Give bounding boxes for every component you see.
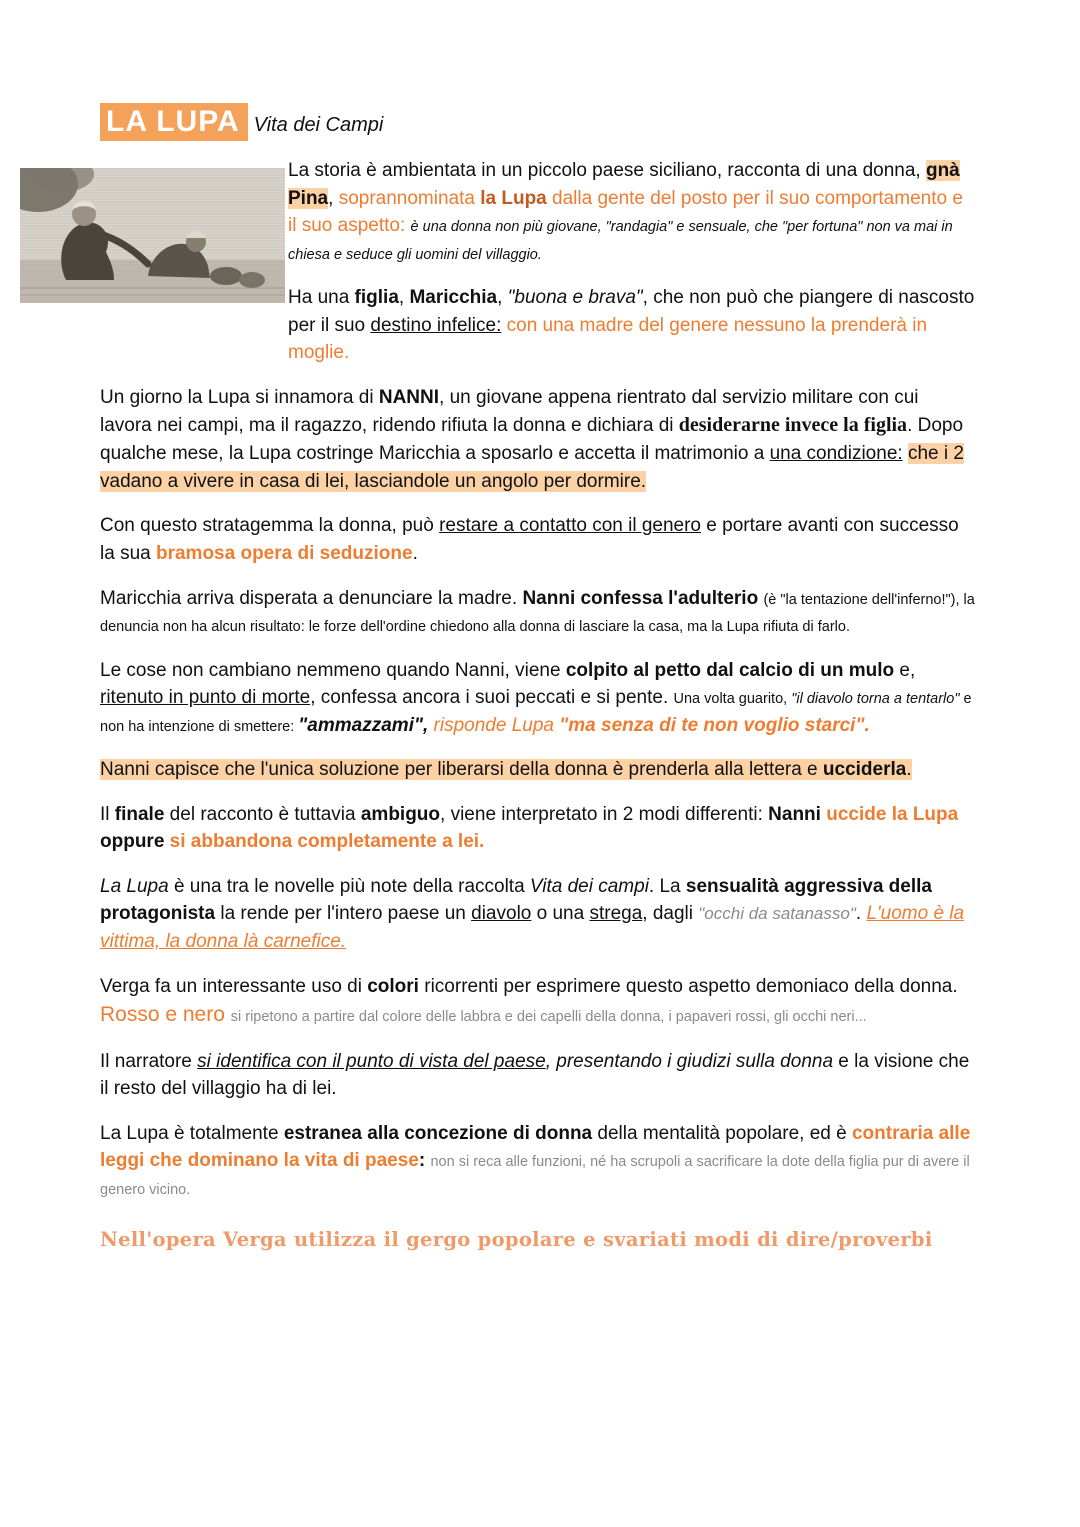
paragraph bbox=[288, 284, 975, 367]
text-run: Una volta guarito, bbox=[673, 691, 792, 708]
text-run: soprannominata bbox=[338, 187, 481, 209]
paragraph bbox=[100, 801, 975, 856]
text-run: , viene interpretato in 2 modi differenti: bbox=[440, 803, 769, 825]
text-run: "buona e brava" bbox=[507, 287, 643, 309]
paragraph bbox=[100, 1226, 975, 1255]
text-run: figlia bbox=[354, 287, 399, 309]
text-run: . bbox=[412, 543, 418, 565]
text-run: . Dopo qualche mese, la Lupa costringe Maricchia a sposarlo e accetta il matrimonio a bbox=[100, 415, 964, 465]
paragraph bbox=[100, 756, 975, 784]
text-run: e non ha intenzione di smettere: bbox=[100, 691, 972, 735]
text-run: , dagli bbox=[642, 903, 699, 925]
text-run: L'uomo è la vittima, la donna là carnefice. bbox=[100, 903, 965, 953]
page-title bbox=[100, 105, 975, 139]
text-run: , che non può che piangere di nascosto per il suo bbox=[288, 287, 975, 336]
text-run: Nanni capisce che l'unica soluzione per liberarsi della donna è prenderla alla lettera e bbox=[100, 759, 823, 781]
text-run: una condizione: bbox=[769, 443, 903, 465]
text-run: non si reca alle funzioni, né ha scrupoli a sacrificare la dote della figlia pur di avere il genero vicino. bbox=[100, 1154, 970, 1198]
text-run: sensualità aggressiva della protagonista bbox=[100, 875, 932, 925]
paragraph bbox=[100, 1120, 975, 1203]
text-run: diavolo bbox=[471, 903, 532, 925]
text-run: finale bbox=[114, 803, 165, 825]
text-run: Nanni bbox=[768, 803, 827, 825]
paragraph bbox=[100, 1048, 975, 1103]
text-run: che i 2 vadano a vivere in casa di lei, lasciandole un angolo per dormire. bbox=[100, 443, 964, 492]
paragraph bbox=[100, 384, 975, 496]
paragraph bbox=[100, 973, 975, 1031]
text-run: restare a contatto con il genero bbox=[439, 515, 701, 537]
text-run: desiderarne invece la figlia bbox=[678, 414, 908, 437]
text-run: Vita dei campi bbox=[529, 875, 649, 897]
text-run: o una bbox=[531, 903, 590, 925]
text-run: La Lupa bbox=[100, 875, 169, 897]
text-run: "ammazzami", bbox=[298, 714, 434, 736]
text-run: uccide la Lupa bbox=[826, 803, 959, 825]
title-subtitle: Vita dei Campi bbox=[253, 114, 384, 136]
text-run: la Lupa bbox=[480, 187, 547, 209]
la-lupa-illustration bbox=[20, 168, 285, 303]
paragraph bbox=[288, 157, 975, 267]
text-run: ritenuto in punto di morte bbox=[100, 687, 311, 709]
text-run: oppure bbox=[100, 831, 170, 853]
text-run: Le cose non cambiano nemmeno quando Nanni, viene bbox=[100, 659, 566, 681]
text-run: Maricchia bbox=[409, 287, 498, 309]
text-run: ricorrenti per esprimere questo aspetto demoniaco della donna. bbox=[418, 975, 958, 997]
text-run: strega bbox=[589, 903, 643, 925]
text-run: bramosa opera di seduzione bbox=[155, 543, 413, 565]
text-run: . bbox=[906, 759, 912, 781]
text-run: , bbox=[328, 187, 339, 209]
text-run: è una tra le novelle più note della raccolta bbox=[168, 875, 530, 897]
text-run: Rosso e nero bbox=[100, 1003, 231, 1027]
text-run: Un giorno la Lupa si innamora di bbox=[100, 386, 379, 408]
text-run: ucciderla bbox=[822, 759, 907, 781]
title-badge: LA LUPA bbox=[100, 103, 248, 141]
text-run: (è "la tentazione dell'inferno!"), la denuncia non ha alcun risultato: le forze dell'ordine chiedono alla donna di lasciare la casa, ma la Lupa rifiuta di farlo. bbox=[100, 591, 975, 636]
text-run: . bbox=[855, 903, 867, 925]
text-run: con una madre del genere nessuno la prenderà in moglie. bbox=[288, 314, 928, 364]
text-run: e la visione che il resto del villaggio ha di lei. bbox=[100, 1050, 970, 1100]
text-run: ambiguo bbox=[360, 803, 441, 825]
text-run: Ha una bbox=[288, 287, 355, 309]
text-run: . La bbox=[648, 875, 686, 897]
text-run: contraria alle leggi che dominano la vita di paese bbox=[100, 1122, 971, 1172]
text-run: e, bbox=[894, 659, 916, 681]
text-run: della mentalità popolare, ed è bbox=[592, 1122, 852, 1144]
text-run: "occhi da satanasso" bbox=[698, 904, 856, 924]
text-run: destino infelice: bbox=[370, 314, 502, 336]
text-run: , bbox=[497, 287, 508, 309]
text-run: : bbox=[418, 1150, 431, 1172]
text-run: risponde Lupa bbox=[433, 714, 560, 736]
text-run: "il diavolo torna a tentarlo" bbox=[791, 691, 960, 708]
text-run: "ma senza di te non voglio starci". bbox=[559, 714, 870, 736]
text-run: , confessa ancora i suoi peccati e si pente. bbox=[310, 687, 674, 709]
text-run: NANNI bbox=[378, 386, 440, 408]
text-run: dalla gente del posto per il suo comportamento e il suo aspetto: bbox=[288, 187, 963, 237]
text-run: Il bbox=[100, 803, 115, 825]
text-run: si ripetono a partire dal colore delle labbra e dei capelli della donna, i papaveri rossi, gli occhi neri... bbox=[230, 1009, 867, 1026]
text-run: La storia è ambientata in un piccolo paese siciliano, racconta di una donna, bbox=[288, 160, 926, 181]
text-run: Maricchia arriva disperata a denunciare la madre. bbox=[100, 587, 523, 609]
text-run: è una donna non più giovane, "randagia" e sensuale, che "per fortuna" non va mai in chiesa e seduce gli uomini del villaggio. bbox=[288, 219, 953, 263]
paragraph bbox=[100, 873, 975, 956]
text-run: colpito al petto dal calcio di un mulo bbox=[565, 659, 895, 681]
text-run: la rende per l'intero paese un bbox=[215, 903, 472, 925]
text-run: gnà Pina bbox=[288, 160, 960, 209]
text-run: La Lupa è totalmente bbox=[100, 1122, 284, 1144]
paragraph bbox=[100, 657, 975, 740]
text-run: , presentando i giudizi sulla donna bbox=[545, 1050, 834, 1072]
text-run: colori bbox=[367, 975, 419, 997]
text-run: , bbox=[398, 287, 410, 309]
engraving-image bbox=[20, 168, 285, 303]
paragraph bbox=[100, 585, 975, 640]
text-run: estranea alla concezione di donna bbox=[283, 1122, 593, 1144]
text-run: del racconto è tuttavia bbox=[164, 803, 361, 825]
text-run: e portare avanti con successo la sua bbox=[100, 515, 959, 565]
paragraph bbox=[100, 512, 975, 567]
text-run: Nanni confessa l'adulterio bbox=[522, 587, 764, 609]
text-run: Nell'opera Verga utilizza il gergo popolare e svariati modi di dire/proverbi bbox=[100, 1228, 933, 1252]
text-run: Con questo stratagemma la donna, può bbox=[100, 515, 440, 537]
text-run: si abbandona completamente a lei. bbox=[169, 831, 485, 853]
text-run: , un giovane appena rientrato dal servizio militare con cui lavora nei campi, ma il ragazzo, ridendo rifiuta la donna e dichiara di bbox=[100, 386, 919, 437]
document-body bbox=[100, 157, 975, 1255]
text-run: Verga fa un interessante uso di bbox=[100, 975, 368, 997]
text-run: si identifica con il punto di vista del paese bbox=[197, 1050, 546, 1072]
text-run: Il narratore bbox=[100, 1050, 198, 1072]
